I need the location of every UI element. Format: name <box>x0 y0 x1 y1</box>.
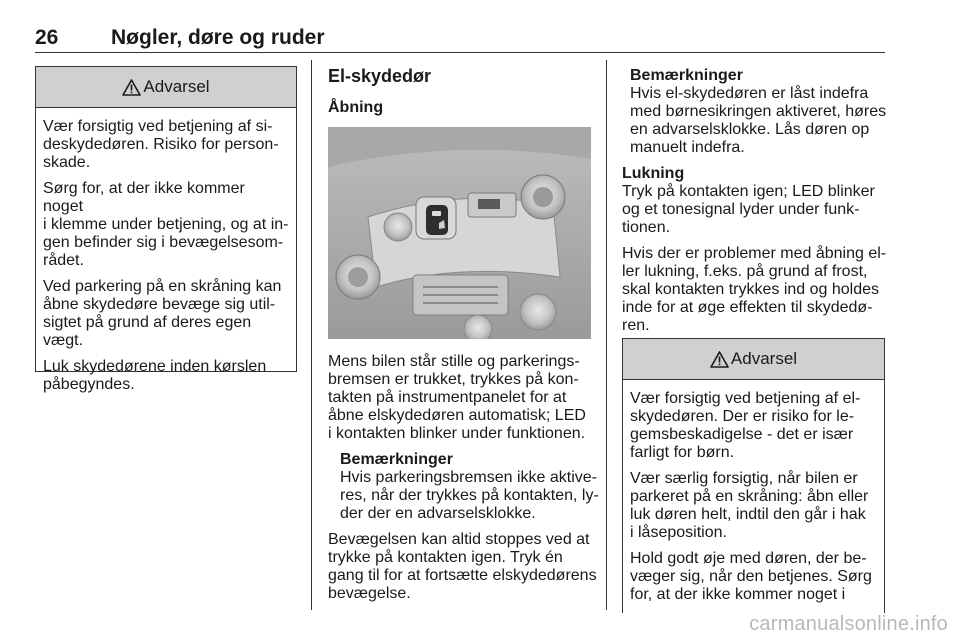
warning-paragraph: Luk skydedørene inden kørslen påbegyndes. <box>43 358 267 393</box>
warning-header <box>623 339 884 380</box>
warning-paragraph: Sørg for, at der ikke kommer noget i klemme under betjening, og at in- gen befinder sig i bevægelsesom- rådet. <box>43 180 289 269</box>
warning-paragraph: Hold godt øje med døren, der be- væger sig, når den betjenes. Sørg for, at der ikke kommer noget i <box>630 550 872 603</box>
section-title: El-skydedør <box>328 66 432 86</box>
dashboard-switch-illustration <box>328 127 591 339</box>
page-number: 26 <box>35 26 59 49</box>
warning-box-left <box>35 66 297 393</box>
column-divider-2 <box>606 60 607 610</box>
body-paragraph: Mens bilen står stille og parkerings- bremsen er trukket, trykkes på kon- takten på instrumentpanelet for at åbne elskydedøren automatisk; LED i kontakten blinker under funktionen. <box>328 353 586 442</box>
warning-paragraph: Vær forsigtig ved betjening af si- deskydedøren. Risiko for person- skade. <box>43 118 279 171</box>
warning-header <box>36 67 296 108</box>
note-block: Bemærkninger Hvis parkeringsbremsen ikke aktive- res, når der trykkes på kontakten, ly- der der en advarselsklokke. <box>328 451 603 523</box>
body-paragraph: Hvis der er problemer med åbning el- ler lukning, f.eks. på grund af frost, skal kontakten trykkes ind og holdes inde for at øge effekten til skydedø- ren. <box>622 245 887 334</box>
page-header <box>35 26 885 53</box>
warning-triangle-icon <box>710 351 729 368</box>
body-paragraph: Tryk på kontakten igen; LED blinker og et tonesignal lyder under funk- tionen. <box>622 183 875 236</box>
right-column <box>622 67 890 335</box>
note-block: Bemærkninger Hvis el-skydedøren er låst indefra med børnesikringen aktiveret, høres en advarselsklokke. Lås døren op manuelt indefra. <box>622 67 890 157</box>
warning-title: Advarsel <box>730 349 798 368</box>
warning-box-right <box>622 338 885 613</box>
body-paragraph: Bevægelsen kan altid stoppes ved at trykke på kontakten igen. Tryk én gang til for at fortsætte elskydedørens bevægelse. <box>328 531 597 602</box>
middle-column-text <box>328 353 603 603</box>
column-divider-1 <box>311 60 312 610</box>
watermark: carmanualsonline.info <box>749 613 948 635</box>
chapter-title: Nøgler, døre og ruder <box>111 26 325 49</box>
note-label: Bemærkninger <box>340 451 453 468</box>
warning-paragraph: Vær særlig forsigtig, når bilen er parkeret på en skråning: åbn eller luk døren helt, indtil den går i hak i låseposition. <box>630 470 869 541</box>
warning-title: Advarsel <box>143 77 210 96</box>
subsection-title: Lukning <box>622 165 685 182</box>
subsection-title: Åbning <box>328 99 384 116</box>
warning-triangle-icon <box>122 79 141 96</box>
warning-paragraph: Ved parkering på en skråning kan åbne skydedøre bevæge sig util- sigtet på grund af deres egen vægt. <box>43 278 282 349</box>
note-label: Bemærkninger <box>630 67 743 84</box>
warning-paragraph: Vær forsigtig ved betjening af el- skydedøren. Der er risiko for le- gemsbeskadigelse - det er især farligt for børn. <box>630 390 861 461</box>
middle-column <box>328 67 598 117</box>
